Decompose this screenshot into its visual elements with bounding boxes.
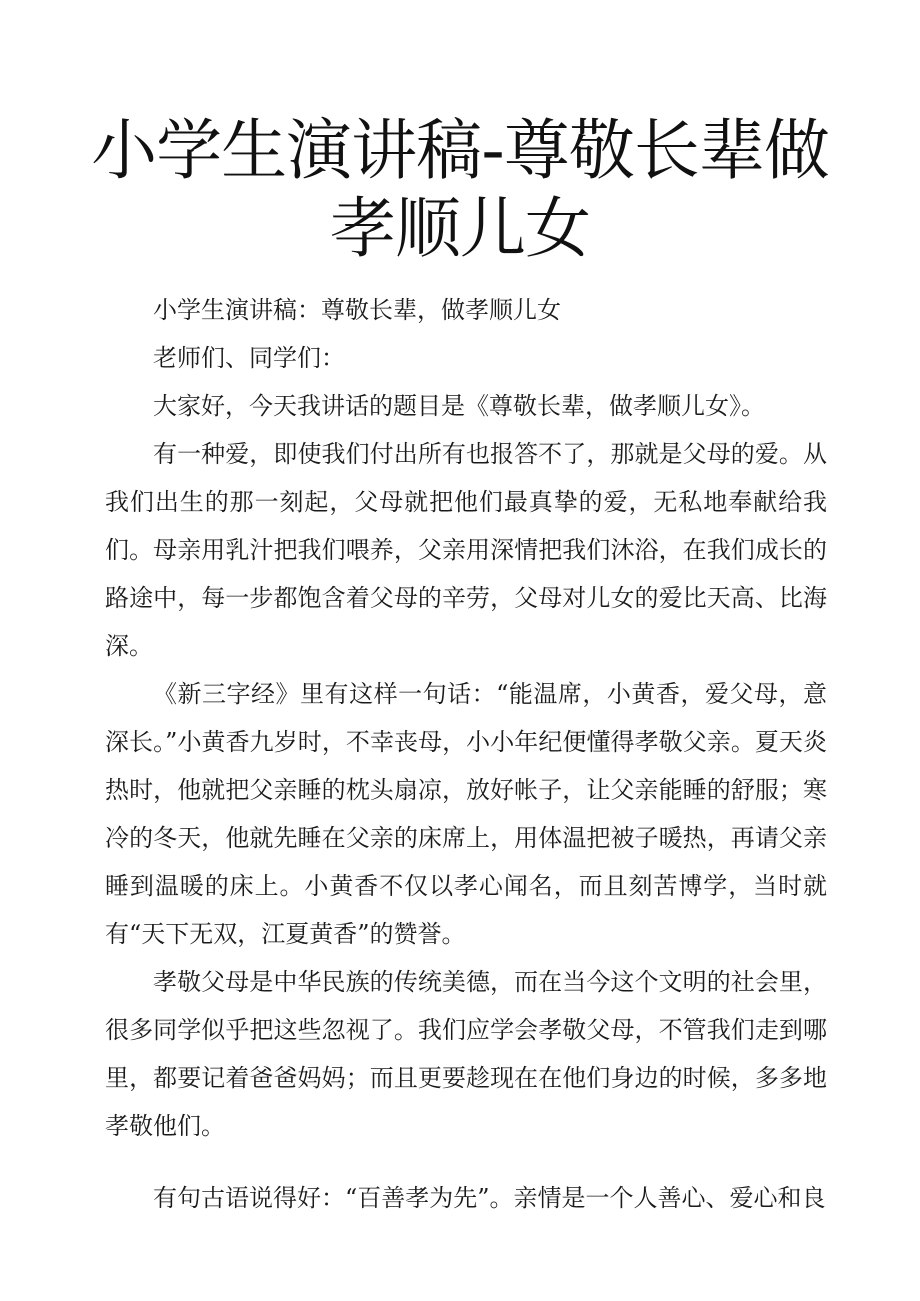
paragraph-proverb: 有句古语说得好：“百善孝为先”。亲情是一个人善心、爱心和良 [153, 1184, 826, 1212]
paragraph-intro: 大家好，今天我讲话的题目是《尊敬长辈，做孝顺儿女》。 [153, 392, 765, 420]
document-body [105, 286, 827, 1222]
paragraph-filial-piety: 孝敬父母是中华民族的传统美德，而在当今这个文明的社会里，很多同学似乎把这些忽视了。我们应学会孝敬父母，不管我们走到哪里，都要记着爸爸妈妈；而且更要趁现在在他们身边的时候，多多地孝敬他们。 [105, 968, 827, 1140]
document-title: 小学生演讲稿-尊敬长辈做孝顺儿女 [91, 112, 829, 267]
paragraph-greeting: 老师们、同学们： [153, 344, 345, 372]
paragraph-parents-love: 有一种爱，即使我们付出所有也报答不了，那就是父母的爱。从我们出生的那一刻起，父母就把他们最真挚的爱，无私地奉献给我们。母亲用乳汁把我们喂养，父亲用深情把我们沐浴，在我们成长的路途中，每一步都饱含着父母的辛劳，父母对儿女的爱比天高、比海深。 [105, 440, 827, 660]
paragraph-subtitle: 小学生演讲稿：尊敬长辈，做孝顺儿女 [153, 296, 561, 324]
paragraph-huang-xiang: 《新三字经》里有这样一句话：“能温席，小黄香，爱父母，意深长。”小黄香九岁时，不幸丧母，小小年纪便懂得孝敬父亲。夏天炎热时，他就把父亲睡的枕头扇凉，放好帐子，让父亲能睡的舒服；寒冷的冬天，他就先睡在父亲的床席上，用体温把被子暖热，再请父亲睡到温暖的床上。小黄香不仅以孝心闻名，而且刻苦博学，当时就有“天下无双，江夏黄香”的赞誉。 [105, 680, 827, 948]
